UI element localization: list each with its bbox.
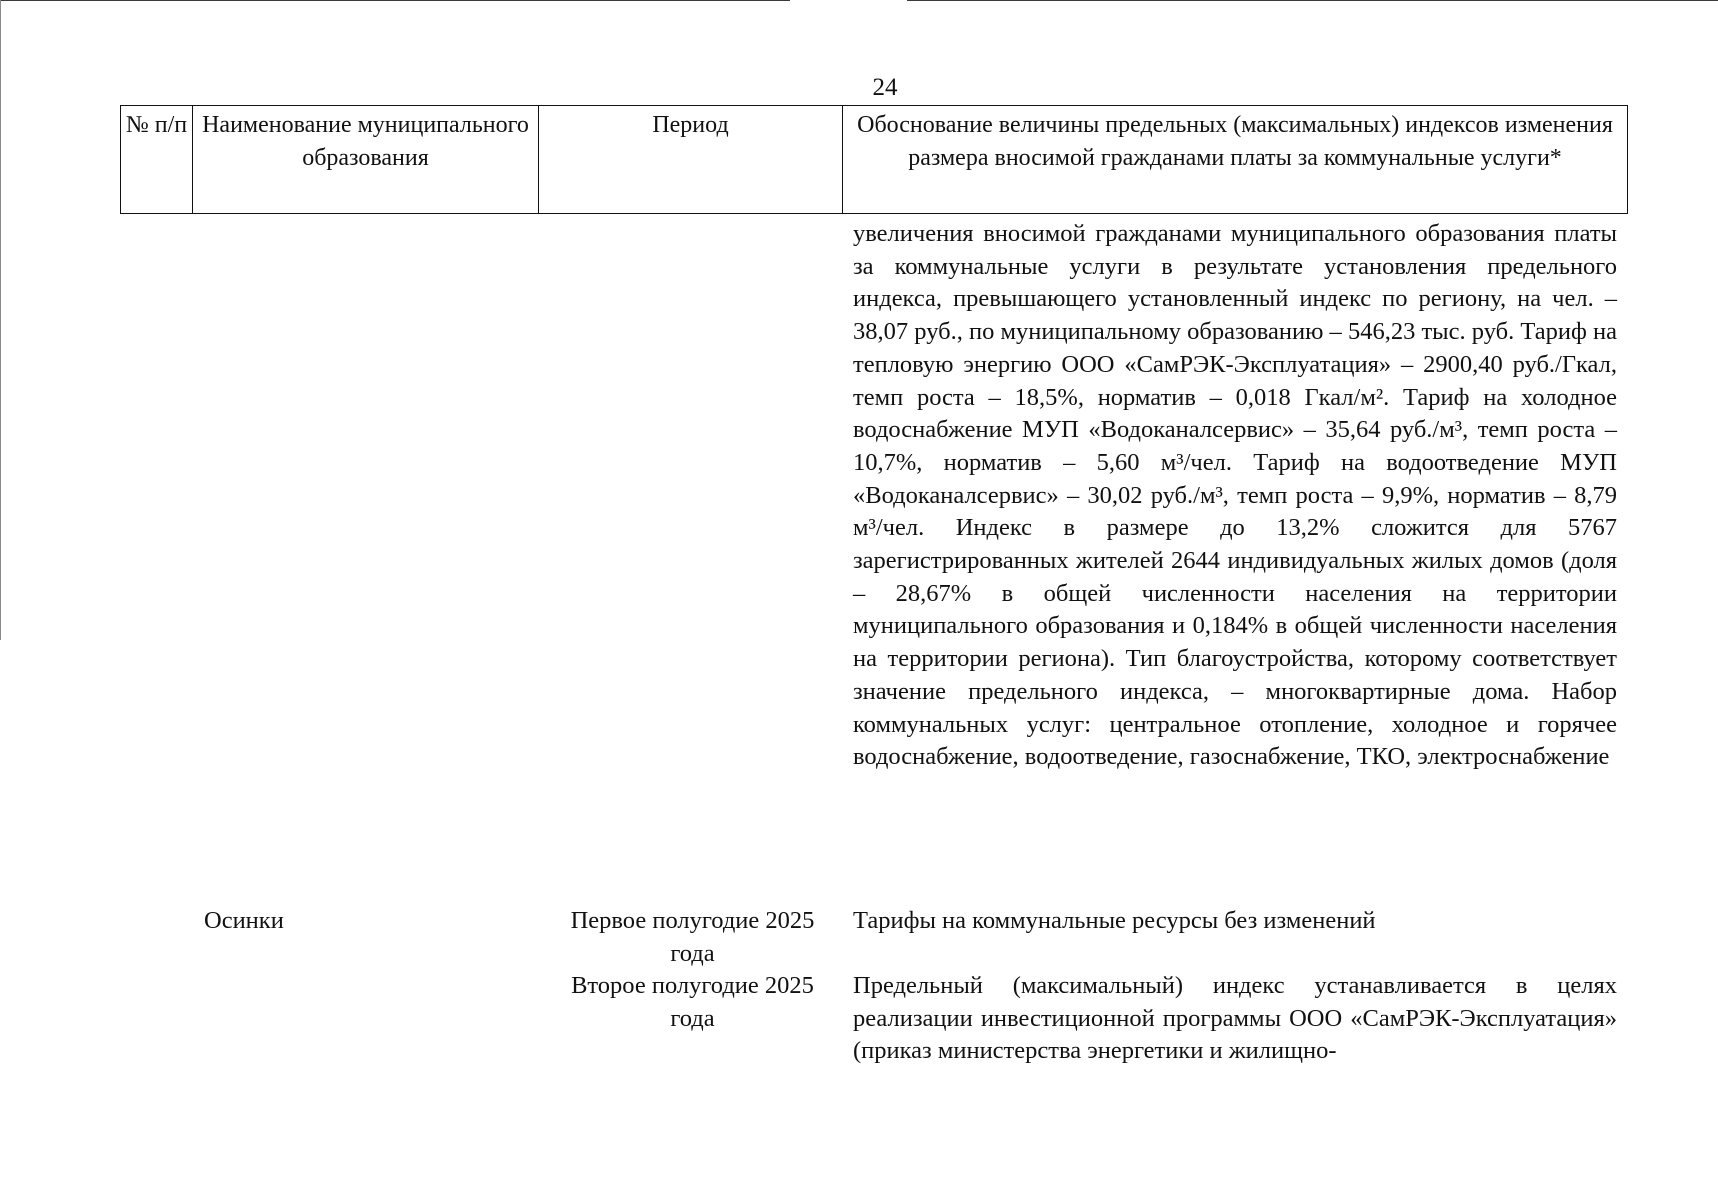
header-col-number: № п/п <box>121 106 193 213</box>
municipality-name: Осинки <box>204 907 284 934</box>
basis-continuation <box>853 218 1617 774</box>
header-col-period: Период <box>539 106 843 213</box>
scan-edge-line-left <box>0 0 790 1</box>
table-header <box>120 105 1628 214</box>
scan-edge-line-right <box>907 0 1718 1</box>
header-col-municipality: Наименование муниципального образования <box>193 106 539 213</box>
page-number: 24 <box>872 74 898 101</box>
basis-first-half: Тарифы на коммунальные ресурсы без изменений <box>853 907 1376 934</box>
header-col-basis: Обоснование величины предельных (максимальных) индексов изменения размера вносимой гражданами платы за коммунальные услуги* <box>857 112 1613 171</box>
period-second-half: Второе полугодие 2025 года <box>571 972 814 1032</box>
basis-second-half-text: Предельный (максимальный) индекс устанавливается в целях реализации инвестиционной программы ООО «СамРЭК-Эксплуатация» (приказ министерства энергетики и жилищно- <box>853 972 1617 1065</box>
basis-continuation-text: увеличения вносимой гражданами муниципального образования платы за коммунальные услуги в результате установления предельного индекса, превышающего установленный индекс по региону, на чел. – 38,07 руб., по муниципальному образованию – 546,23 тыс. руб. Тариф на тепловую энергию ООО «СамРЭК-Эксплуатация» – 2900,40 руб./Гкал, темп роста – 18,5%, норматив – 0,018 Гкал/м². Тариф на холодное водоснабжение МУП «Водоканалсервис» – 35,64 руб./м³, темп роста – 10,7%, норматив – 5,60 м³/чел. Тариф на водоотведение МУП «Водоканалсервис» – 30,02 руб./м³, темп роста – 9,9%, норматив – 8,79 м³/чел. Индекс в размере до 13,2% сложится для 5767 зарегистрированных жителей 2644 индивидуальных жилых домов (доля – 28,67% в общей численности населения на территории муниципального образования и 0,184% в общей численности населения на территории региона). Тип благоустройства, которому соответствует значение предельного индекса, – многоквартирные дома. Набор коммунальных услуг: центральное отопление, холодное и горячее водоснабжение, водоотведение, газоснабжение, ТКО, электроснабжение <box>853 220 1617 771</box>
basis-second-half <box>853 970 1617 1068</box>
period-first-half: Первое полугодие 2025 года <box>570 907 815 967</box>
